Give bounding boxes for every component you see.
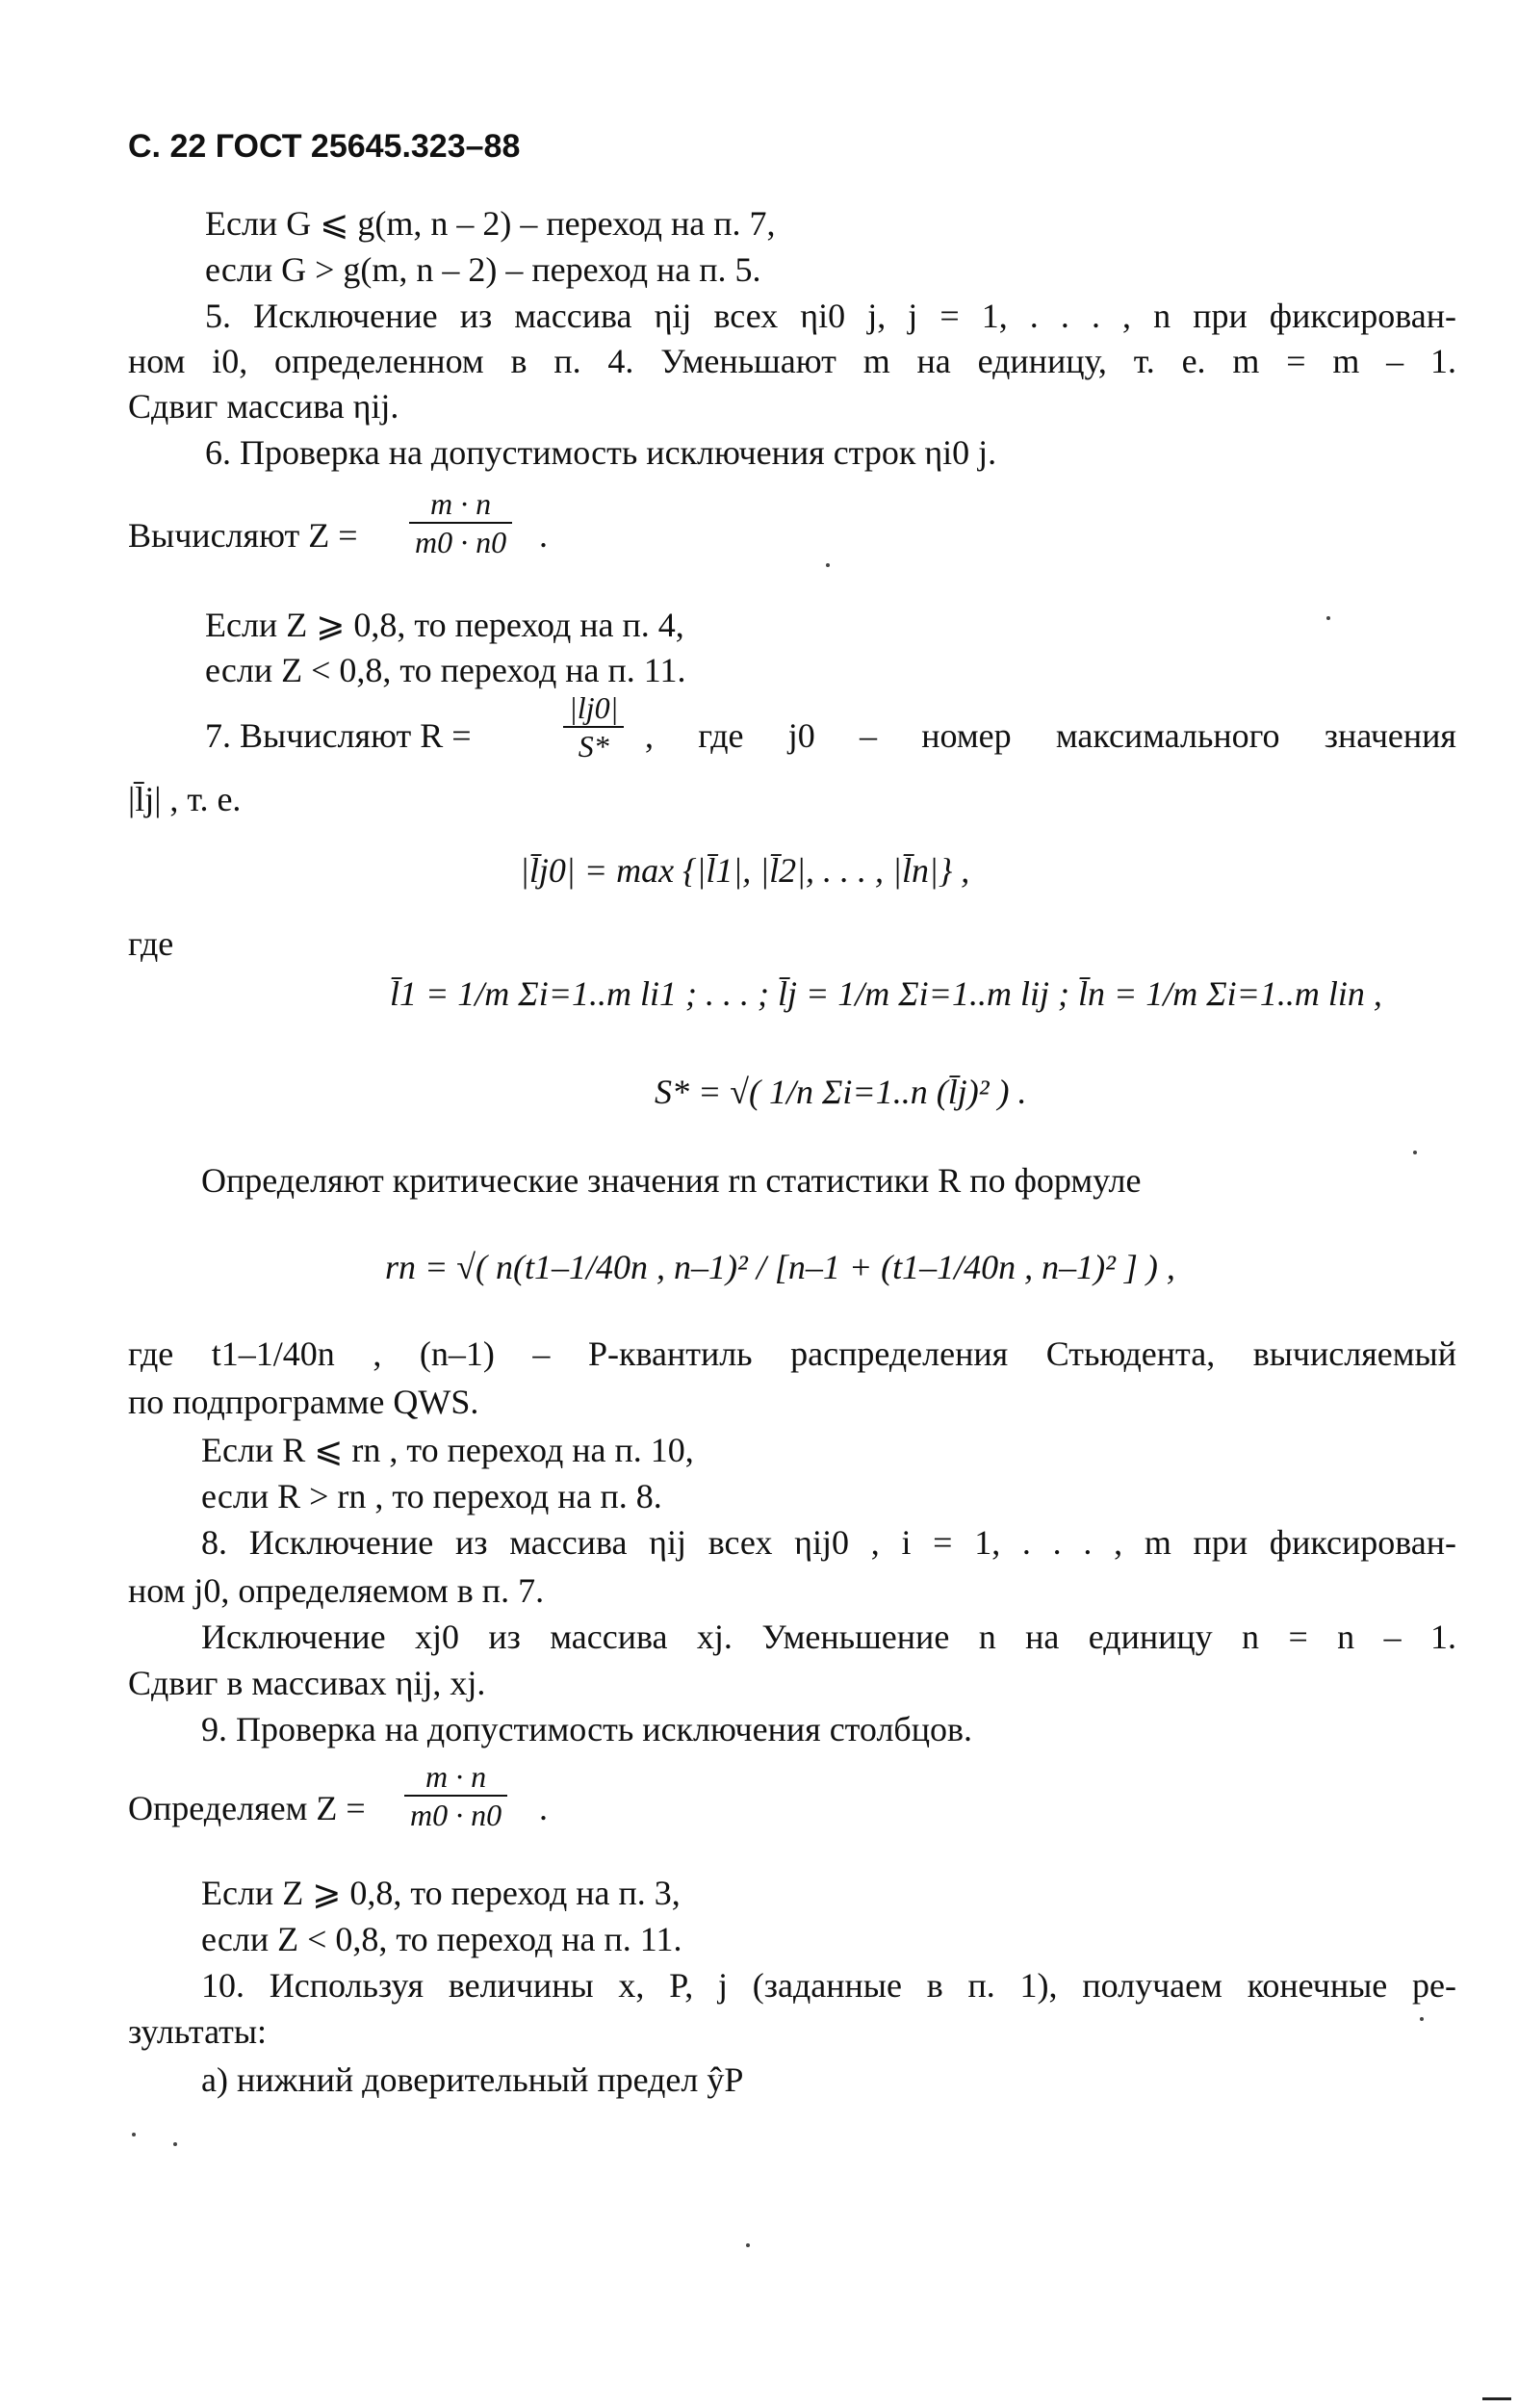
- text-line: Вычисляют Z =: [128, 516, 358, 555]
- scan-speck: [173, 2142, 177, 2146]
- text-line: 6. Проверка на допустимость исключения строк ηi0 j.: [205, 433, 997, 472]
- scan-speck: [1420, 2017, 1424, 2021]
- fraction-numerator: m · n: [425, 1759, 487, 1794]
- formula-means: l̄1 = 1/m Σi=1..m li1 ; . . . ; l̄j = 1/m Σi=1..m lij ; l̄n = 1/m Σi=1..m lin ,: [390, 974, 1382, 1013]
- scan-speck: [746, 2243, 750, 2247]
- fraction-denominator: S*: [563, 726, 624, 764]
- text-line: по подпрограмме QWS.: [128, 1383, 479, 1421]
- text-line: ном j0, определяемом в п. 7.: [128, 1571, 545, 1610]
- text-line: .: [539, 516, 548, 555]
- formula-rn: rn = √( n(t1–1/40n , n–1)² / [n–1 + (t1–1/40n , n–1)² ] ) ,: [385, 1248, 1175, 1286]
- fraction-r: [563, 689, 624, 764]
- text-line: |l̄j| , т. е.: [128, 780, 242, 818]
- text-line: если G > g(m, n – 2) – переход на п. 5.: [205, 250, 761, 289]
- text-line: Если Z ⩾ 0,8, то переход на п. 3,: [201, 1874, 681, 1912]
- scan-speck: [1326, 616, 1330, 620]
- text-line: 7. Вычисляют R =: [205, 716, 472, 755]
- text-line: где: [128, 924, 174, 963]
- fraction-numerator: m · n: [430, 486, 492, 521]
- text-line: Определяем Z =: [128, 1789, 366, 1827]
- text-line: Исключение xj0 из массива xj. Уменьшение n на единицу n = n – 1.: [201, 1618, 1456, 1656]
- text-line: зультаты:: [128, 2012, 268, 2051]
- text-line: .: [539, 1789, 548, 1827]
- text-line: если Z < 0,8, то переход на п. 11.: [201, 1920, 682, 1958]
- text-line: Если G ⩽ g(m, n – 2) – переход на п. 7,: [205, 204, 776, 243]
- formula-s-star: S* = √( 1/n Σi=1..n (l̄j)² ) .: [655, 1073, 1027, 1111]
- text-line: ном i0, определенном в п. 4. Уменьшают m на единицу, т. е. m = m – 1.: [128, 342, 1456, 380]
- text-line: если Z < 0,8, то переход на п. 11.: [205, 651, 686, 689]
- text-line: 5. Исключение из массива ηij всех ηi0 j, j = 1, . . . , n при фиксирован-: [205, 297, 1456, 335]
- page-header: С. 22 ГОСТ 25645.323–88: [128, 128, 521, 165]
- text-line: где t1–1/40n , (n–1) – P-квантиль распределения Стьюдента, вычисляемый: [128, 1334, 1456, 1373]
- fraction-denominator: m0 · n0: [404, 1795, 507, 1833]
- scan-speck: [132, 2133, 136, 2136]
- fraction-denominator: m0 · n0: [409, 522, 512, 560]
- text-line: Если Z ⩾ 0,8, то переход на п. 4,: [205, 606, 684, 644]
- fraction-z1: [409, 485, 512, 560]
- fraction-numerator: |lj0|: [569, 690, 619, 725]
- text-line: 8. Исключение из массива ηij всех ηij0 , i = 1, . . . , m при фиксирован-: [201, 1523, 1456, 1562]
- text-line: а) нижний доверительный предел ŷP: [201, 2060, 744, 2099]
- text-line: Если R ⩽ rn , то переход на п. 10,: [201, 1431, 694, 1469]
- fraction-z2: [404, 1758, 507, 1833]
- text-line: 10. Используя величины x, P, j (заданные в п. 1), получаем конечные ре-: [201, 1966, 1456, 2005]
- text-line: 9. Проверка на допустимость исключения столбцов.: [201, 1710, 972, 1748]
- scan-edge-mark: [1482, 2397, 1511, 2400]
- scan-speck: [1413, 1151, 1417, 1154]
- scan-speck: [826, 563, 830, 567]
- text-line: если R > rn , то переход на п. 8.: [201, 1477, 662, 1515]
- text-line: Определяют критические значения rn статистики R по формуле: [201, 1161, 1142, 1200]
- text-line: Сдвиг в массивах ηij, xj.: [128, 1664, 486, 1702]
- formula-max: |l̄j0| = max {|l̄1|, |l̄2|, . . . , |l̄n|} ,: [520, 851, 970, 890]
- text-line: , где j0 – номер максимального значения: [645, 716, 1456, 755]
- text-line: Сдвиг массива ηij.: [128, 387, 399, 426]
